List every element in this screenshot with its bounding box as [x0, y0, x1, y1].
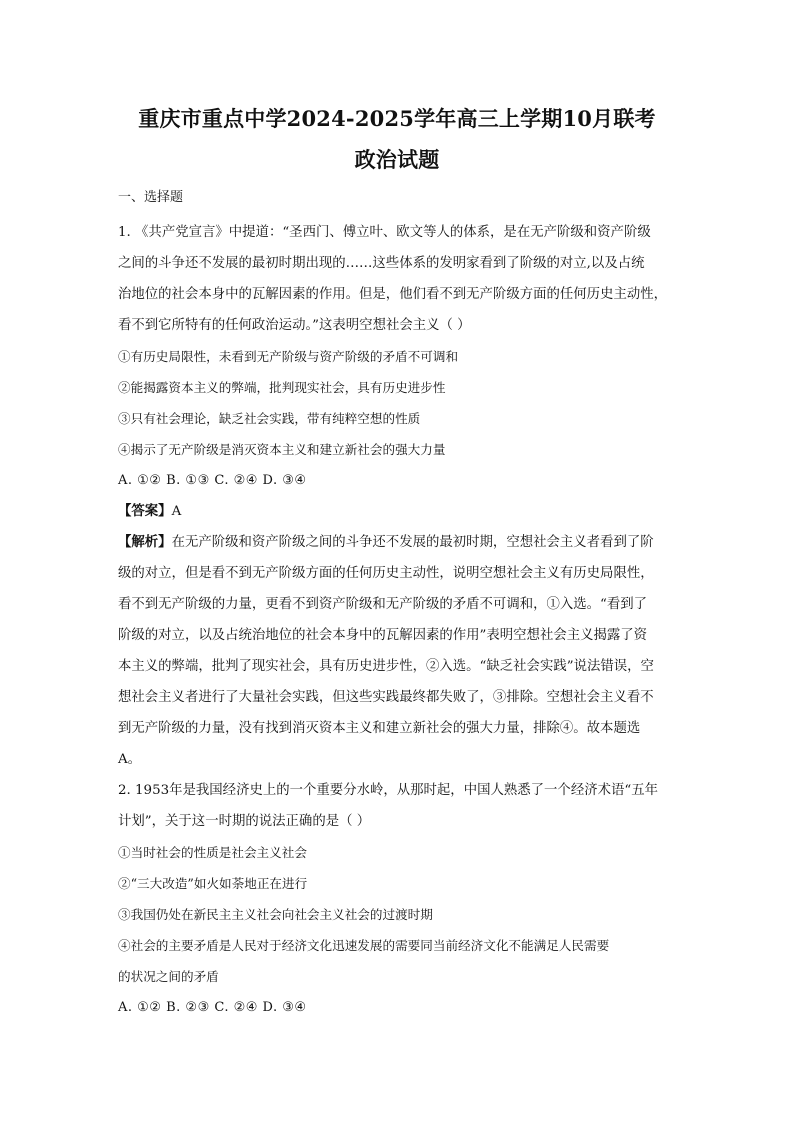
question-2-option: 的状况之间的矛盾	[118, 969, 219, 984]
question-1-option: ①有历史局限性，未看到无产阶级与资产阶级的矛盾不可调和	[118, 349, 459, 364]
question-1-stem-line: 治地位的社会本身中的瓦解因素的作用。但是，他们看不到无产阶级方面的任何历史主动性，	[118, 287, 668, 302]
question-1-analysis-line: 本主义的弊端，批判了现实社会，具有历史进步性，②入选。“缺乏社会实践”说法错误，空	[118, 659, 654, 674]
answer-value: A	[171, 504, 182, 519]
question-1-stem-line: 之间的斗争还不发展的最初时期出现的……这些体系的发明家看到了阶级的对立,以及占统	[118, 256, 645, 271]
question-2-option: ③我国仍处在新民主主义社会向社会主义社会的过渡时期	[118, 907, 433, 922]
question-1	[118, 217, 676, 775]
document-title: 重庆市重点中学2024-2025学年高三上学期10月联考	[138, 106, 656, 131]
question-1-analysis-line: 想社会主义者进行了大量社会实践，但这些实践最终都失败了，③排除。空想社会主义看不	[118, 690, 654, 705]
document-subtitle: 政治试题	[354, 147, 440, 172]
question-1-analysis-line: A。	[118, 752, 142, 767]
question-1-stem-line: 看不到它所特有的任何政治运动。”这表明空想社会主义（ ）	[118, 318, 471, 333]
analysis-label: 【解析】	[118, 534, 172, 550]
answer-label: 【答案】	[118, 503, 172, 519]
question-1-option: ④揭示了无产阶级是消灭资本主义和建立新社会的强大力量	[118, 442, 446, 457]
question-2	[118, 775, 676, 1023]
question-1-option: ②能揭露资本主义的弊端，批判现实社会，具有历史进步性	[118, 380, 446, 395]
analysis-text: 在无产阶级和资产阶级之间的斗争还不发展的最初时期，空想社会主义者看到了阶	[171, 535, 654, 550]
question-2-choices: A. ①② B. ②③ C. ②④ D. ③④	[118, 1000, 307, 1015]
question-2-option: ④社会的主要矛盾是人民对于经济文化迅速发展的需要同当前经济文化不能满足人民需要	[118, 938, 610, 953]
question-1-analysis-line: 到无产阶级的力量，没有找到消灭资本主义和建立新社会的强大力量，排除④。故本题选	[118, 721, 641, 736]
question-1-option: ③只有社会理论，缺乏社会实践，带有纯粹空想的性质	[118, 411, 421, 426]
section-heading: 一、选择题	[118, 190, 184, 205]
question-2-stem-line: 计划”，关于这一时期的说法正确的是（ ）	[118, 814, 371, 829]
question-2-option: ①当时社会的性质是社会主义社会	[118, 845, 307, 860]
question-2-stem-line: 2. 1953年是我国经济史上的一个重要分水岭，从那时起，中国人熟悉了一个经济术语“五年	[118, 783, 659, 798]
question-1-answer	[118, 496, 676, 527]
question-1-choices: A. ①② B. ①③ C. ②④ D. ③④	[118, 473, 307, 488]
question-1-analysis-line	[118, 527, 676, 558]
question-1-analysis-line: 级的对立，但是看不到无产阶级方面的任何历史主动性，说明空想社会主义有历史局限性，	[118, 566, 654, 581]
question-1-stem-line: 1. 《共产党宣言》中提道：“圣西门、傅立叶、欧文等人的体系，是在无产阶级和资产阶级	[118, 225, 651, 240]
question-2-option: ②“三大改造”如火如荼地正在进行	[118, 876, 308, 891]
question-1-analysis-line: 看不到无产阶级的力量，更看不到资产阶级和无产阶级的矛盾不可调和，①入选。“看到了	[118, 597, 648, 612]
question-1-analysis-line: 阶级的对立，以及占统治地位的社会本身中的瓦解因素的作用”表明空想社会主义揭露了资	[118, 628, 648, 643]
